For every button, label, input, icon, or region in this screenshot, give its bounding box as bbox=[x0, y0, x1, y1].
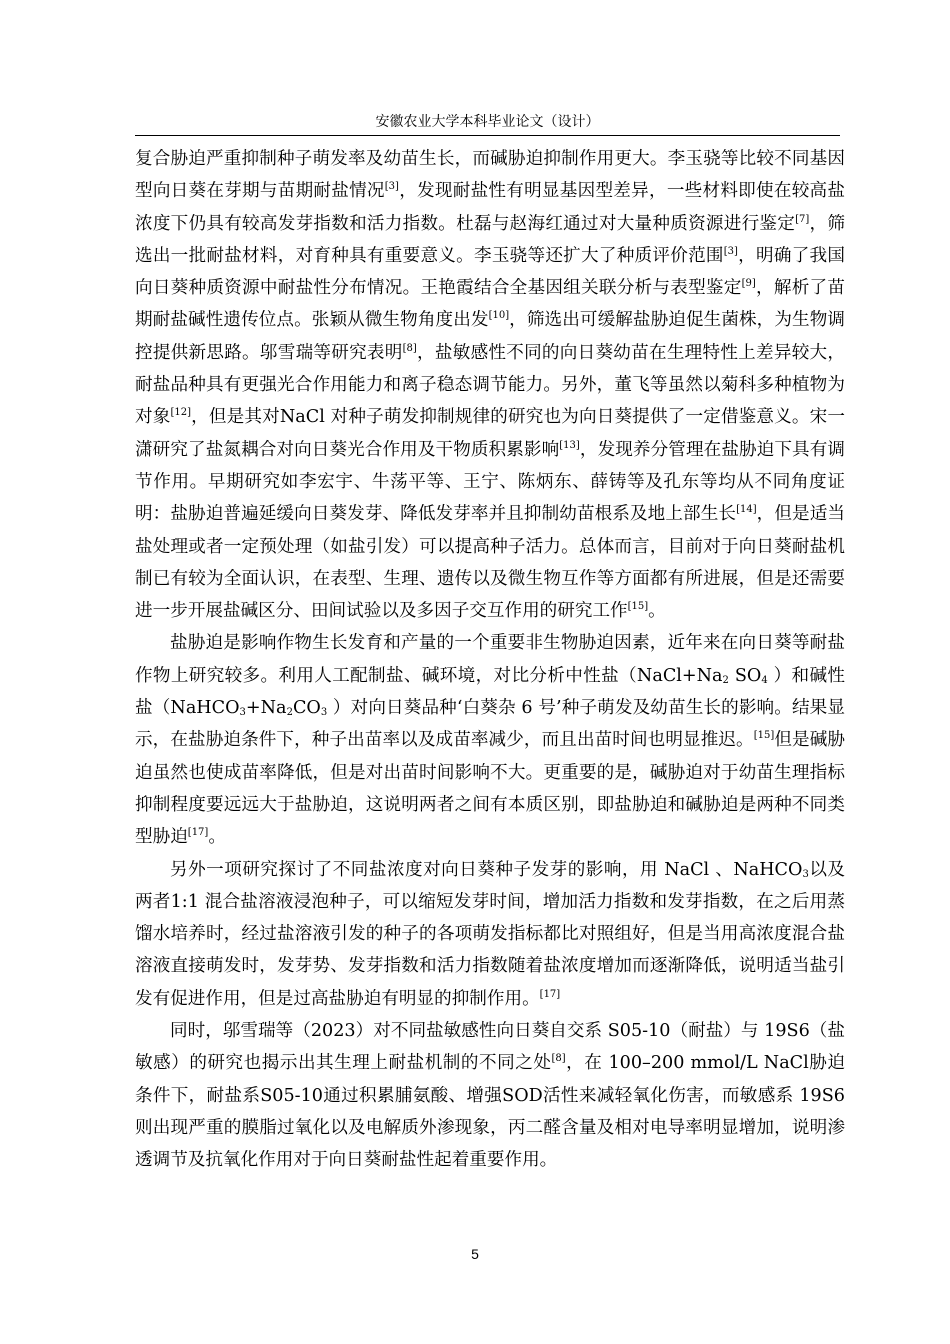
header-rule bbox=[135, 135, 840, 136]
paragraph-3 bbox=[135, 854, 845, 1015]
text-run: ，发现养分管理在盐胁迫下具有调节作用。早期研究如李宏宇、牛荡平等、王宁、陈炳东、薛铸等及孔东等均从不同角度证明：盐胁迫普遍延缓向日葵发芽、降低发芽率并且抑制幼苗根系及地上部生长 bbox=[135, 439, 845, 525]
text-run: 复合胁迫严重抑制种子萌发率及幼苗生长，而碱胁迫抑制作用更大。李玉骁等比较不同基因型向日葵在芽期与苗期耐盐情况 bbox=[135, 149, 845, 202]
text-run: ，但是适当盐处理或者一定预处理（如盐引发）可以提高种子活力。总体而言，目前对于向日葵耐盐机制已有较为全面认识，在表型、生理、遗传以及微生物互作等方面都有所进展，但是还需要进一步开展盐碱区分、田间试验以及多因子交互作用的研究工作 bbox=[135, 504, 845, 622]
text-run: 。 bbox=[648, 601, 666, 622]
text-run: 。 bbox=[208, 827, 226, 848]
citation-ref: [12] bbox=[170, 407, 192, 419]
citation-ref: [7] bbox=[795, 213, 810, 225]
text-run: +Na bbox=[245, 698, 287, 719]
citation-ref: [15] bbox=[627, 601, 649, 613]
text-run: 以及两者1:1 混合盐溶液浸泡种子，可以缩短发芽时间，增加活力指数和发芽指数，在之后用蒸馏水培养时，经过盐溶液引发的种子的各项萌发指标都比对照组好，但是当用高浓度混合盐溶液直接萌发时，发芽势、发芽指数和活力指数随着盐浓度增加而逐渐降低，说明适当盐引发有促进作用，但是过高盐胁迫有明显的抑制作用。 bbox=[135, 859, 845, 1009]
citation-ref: [8] bbox=[402, 342, 417, 354]
text-run: ，发现耐盐性有明显基因型差异，一些材料即使在较高盐浓度下仍具有较高发芽指数和活力指数。杜磊与赵海红通过对大量种质资源进行鉴定 bbox=[135, 181, 845, 234]
citation-ref: [10] bbox=[488, 310, 510, 322]
chemical-subscript: 3 bbox=[239, 707, 246, 719]
text-run: 同时，邬雪瑞等（2023）对不同盐敏感性向日葵自交系 S05-10（耐盐）与 19S6（盐敏感）的研究也揭示出其生理上耐盐机制的不同之处 bbox=[135, 1021, 845, 1074]
running-header: 安徽农业大学本科毕业论文（设计） bbox=[375, 114, 600, 130]
text-run: ，筛选出一批耐盐材料，对育种具有重要意义。李玉骁等还扩大了种质评价范围 bbox=[135, 213, 845, 266]
paragraph-4 bbox=[135, 1015, 845, 1176]
text-run: ，盐敏感性不同的向日葵幼苗在生理特性上差异较大，耐盐品种具有更强光合作用能力和离子稳态调节能力。另外，董飞等虽然以菊科多种植物为对象 bbox=[135, 342, 845, 428]
chemical-subscript: 4 bbox=[761, 674, 768, 686]
text-run: ，解析了苗期耐盐碱性遗传位点。张颖从微生物角度出发 bbox=[135, 278, 845, 331]
text-run: 但是碱胁迫虽然也使成苗率降低，但是对出苗时间影响不大。更重要的是，碱胁迫对于幼苗生理指标抑制程度要远远大于盐胁迫，这说明两者之间有本质区别，即盐胁迫和碱胁迫是两种不同类型胁迫 bbox=[135, 730, 845, 848]
text-run: ）对向日葵品种‘白葵杂 6 号’种子萌发及幼苗生长的影响。结果显示，在盐胁迫条件下，种子出苗率以及成苗率减少，而且出苗时间也明显推迟。 bbox=[135, 698, 845, 751]
paragraph-2 bbox=[135, 627, 845, 853]
chemical-subscript: 3 bbox=[802, 868, 809, 880]
paragraph-1 bbox=[135, 143, 845, 627]
citation-ref: [17] bbox=[187, 827, 209, 839]
citation-ref: [3] bbox=[384, 181, 399, 193]
text-run: CO bbox=[292, 698, 321, 719]
citation-ref: [8] bbox=[551, 1053, 566, 1065]
citation-ref: [3] bbox=[723, 245, 738, 257]
chemical-subscript: 2 bbox=[286, 707, 293, 719]
text-run: ）和碱性盐（NaHCO bbox=[135, 665, 846, 719]
chemical-subscript: 2 bbox=[722, 674, 729, 686]
citation-ref: [13] bbox=[559, 439, 580, 451]
citation-ref: [9] bbox=[741, 278, 756, 290]
page-number: 5 bbox=[471, 1246, 479, 1262]
chemical-subscript: 3 bbox=[320, 707, 328, 719]
citation-ref: [17] bbox=[539, 988, 561, 1000]
citation-ref: [15] bbox=[753, 730, 775, 742]
text-run: ，但是其对NaCl 对种子萌发抑制规律的研究也为向日葵提供了一定借鉴意义。宋一潇研究了盐氮耦合对向日葵光合作用及干物质积累影响 bbox=[135, 407, 845, 460]
citation-ref: [14] bbox=[736, 504, 757, 516]
text-run: ，筛选出可缓解盐胁迫促生菌株，为生物调控提供新思路。邬雪瑞等研究表明 bbox=[135, 310, 845, 363]
text-run: ，在 100–200 mmol/L NaCl胁迫条件下，耐盐系S05-10通过积累脯氨酸、增强SOD活性来减轻氧化伤害，而敏感系 19S6 则出现严重的膜脂过氧化以及电解质外渗现象，丙二醛含量及相对电导率明显增加，说明渗透调节及抗氧化作用对于向日葵耐盐性起着重要作用。 bbox=[135, 1053, 845, 1171]
text-run: 盐胁迫是影响作物生长发育和产量的一个重要非生物胁迫因素，近年来在向日葵等耐盐作物上研究较多。利用人工配制盐、碱环境，对比分析中性盐（NaCl+Na bbox=[135, 633, 845, 686]
body-text bbox=[135, 143, 845, 1177]
text-run: 另外一项研究探讨了不同盐浓度对向日葵种子发芽的影响，用 NaCl 、NaHCO bbox=[170, 859, 803, 880]
text-run: SO bbox=[728, 665, 762, 686]
text-run: ，明确了我国向日葵种质资源中耐盐性分布情况。王艳霞结合全基因组关联分析与表型鉴定 bbox=[135, 245, 845, 299]
